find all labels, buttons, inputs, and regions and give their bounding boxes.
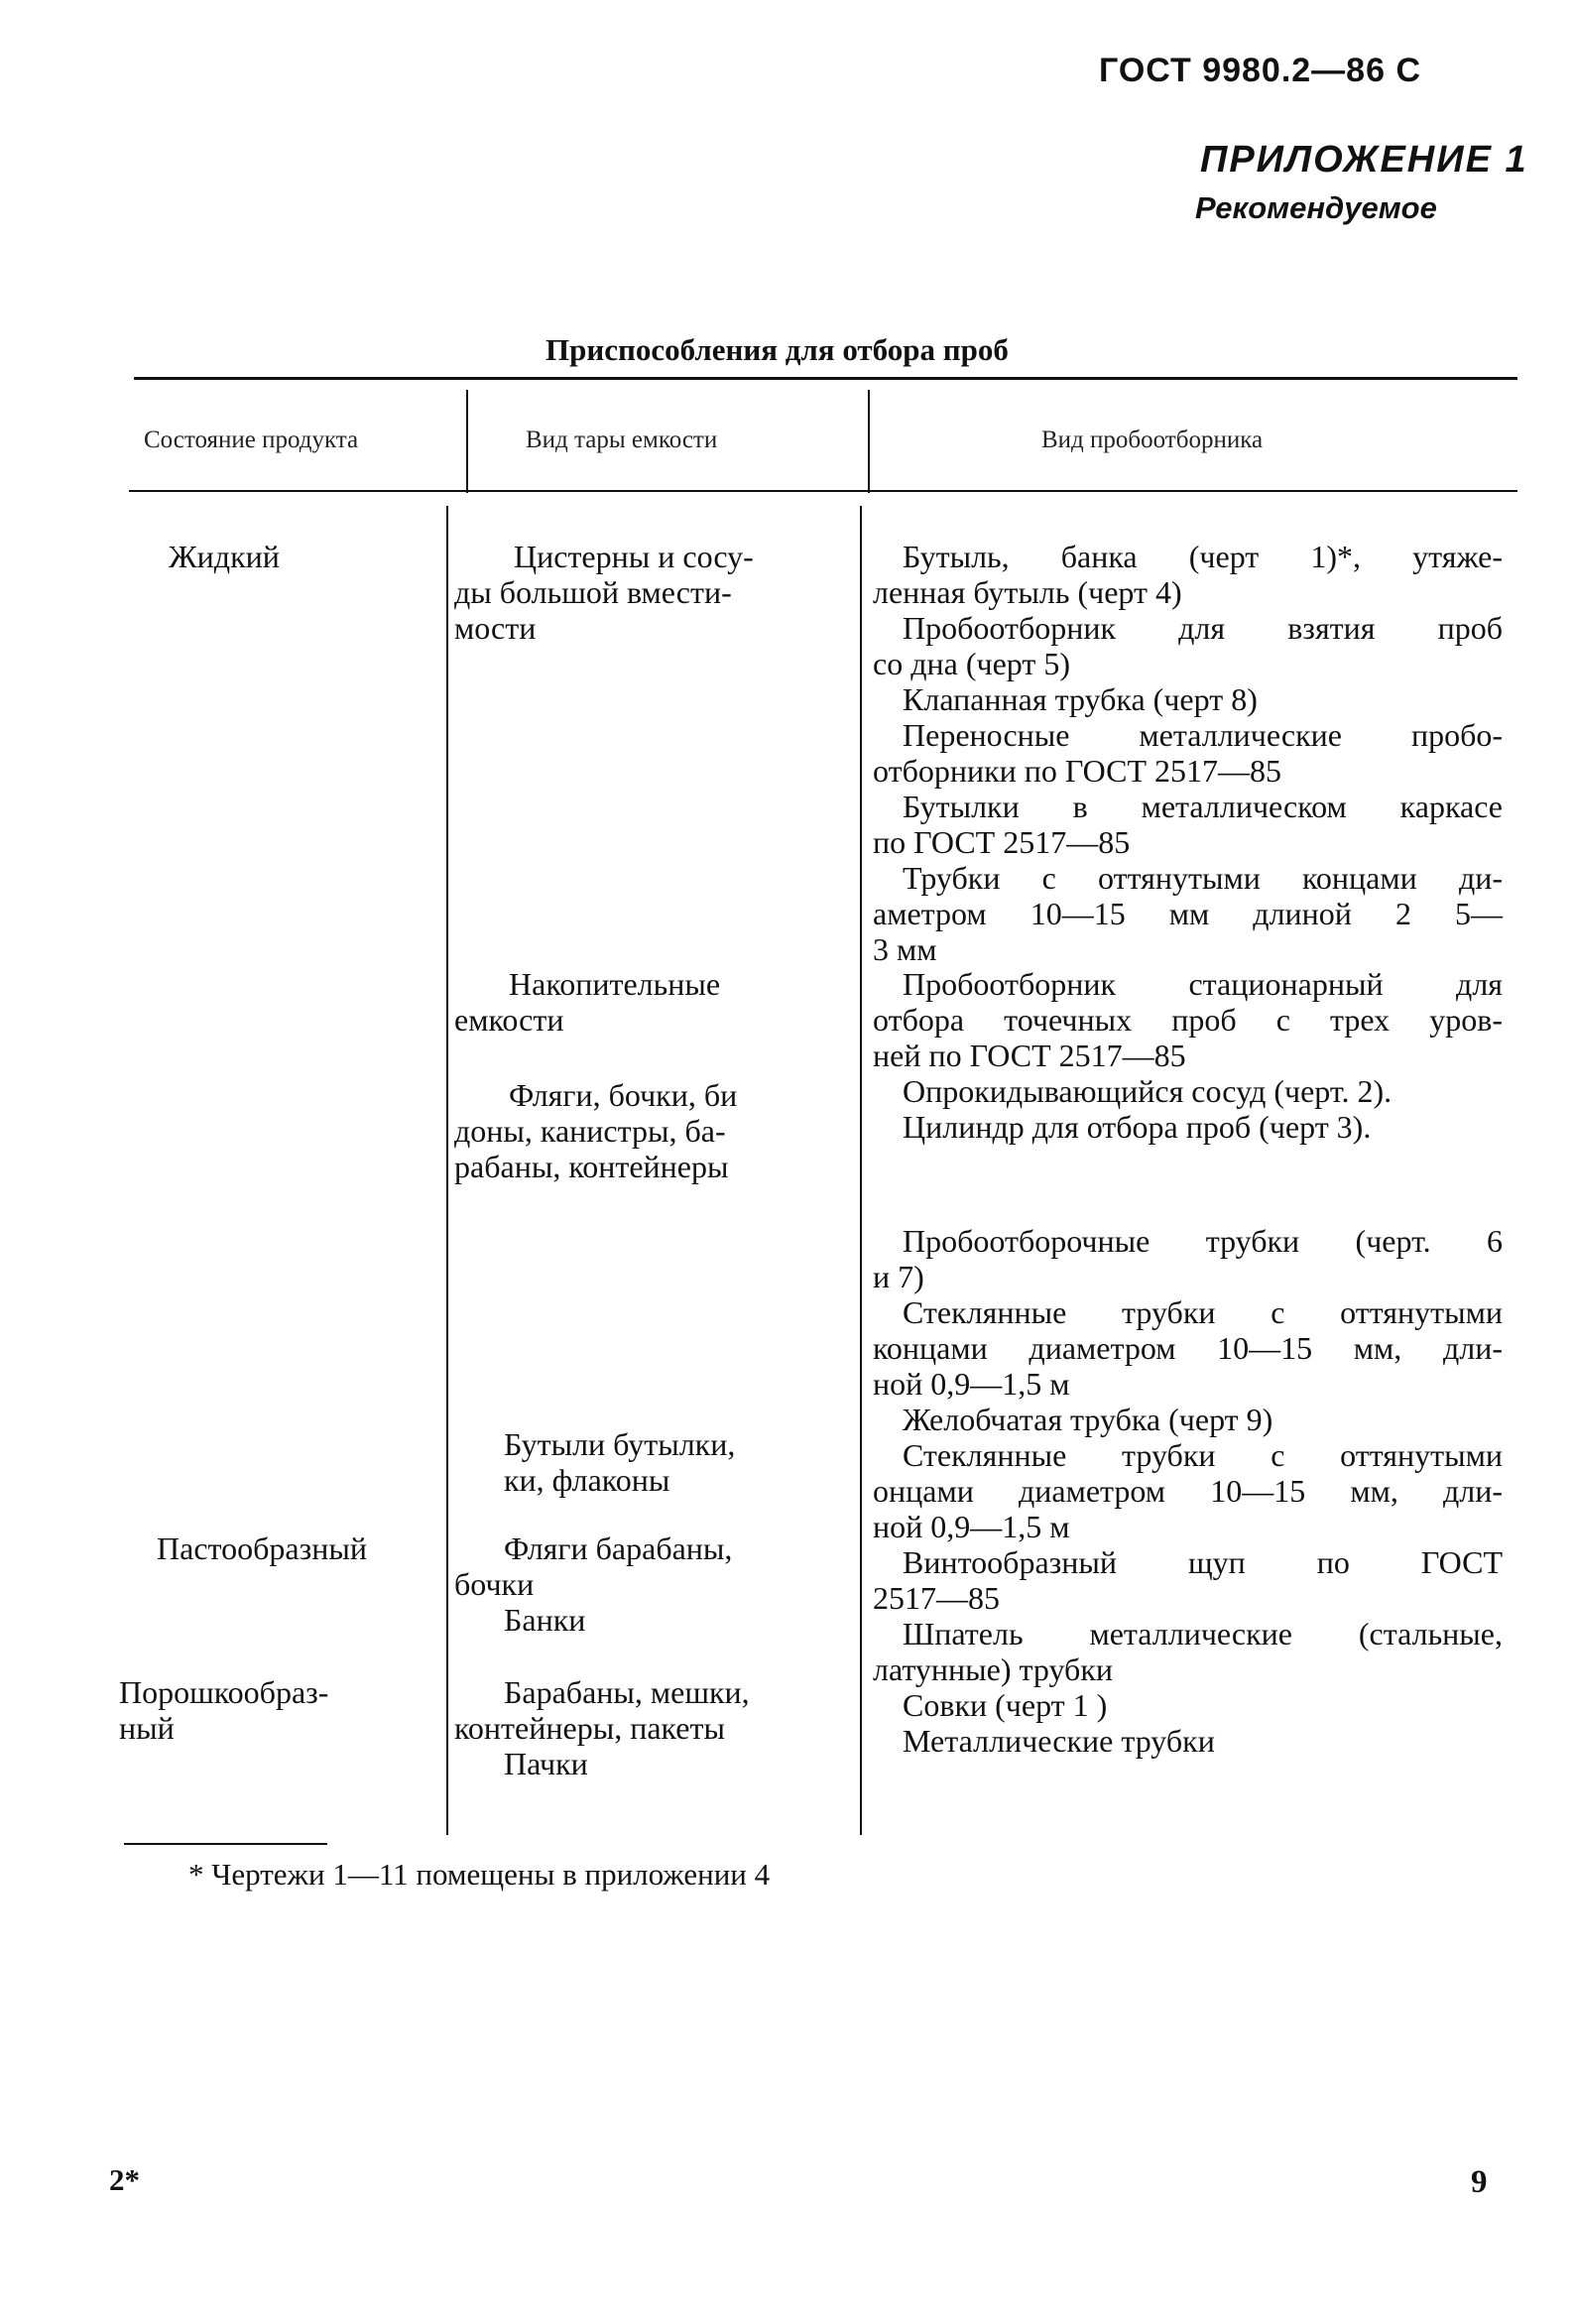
- column-header-state: Состояние продукта: [144, 427, 359, 453]
- standard-number: ГОСТ 9980.2—86 С: [1099, 52, 1422, 89]
- footnote: * Чертежи 1—11 помещены в приложении 4: [188, 1857, 771, 1892]
- column-header-container: Вид тары емкости: [526, 427, 718, 453]
- state-paste: Пастообразный: [157, 1530, 367, 1566]
- state-liquid: Жидкий: [169, 539, 280, 574]
- table-title: Приспособления для отбора проб: [545, 332, 1009, 367]
- column-header-sampler: Вид пробоотборника: [1041, 427, 1264, 453]
- appendix-subtitle: Рекомендуемое: [1195, 190, 1437, 225]
- footnote-rule: [124, 1843, 327, 1845]
- body-divider-1: [446, 506, 448, 1835]
- table-header-rule: [129, 490, 1517, 492]
- table-top-rule: [134, 377, 1517, 380]
- header-divider-2: [868, 390, 870, 493]
- sampler-group-small-containers: Пробоотборочные трубки (черт. 6 и 7) Стеклянные трубки с оттянутыми концами диаметром 10—15 мм, дли- ной 0,9—1,5 м Желобчатая трубка (черт 9) Стеклянные трубки с оттянутыми онцами диаметром 10—15 мм, дли- ной 0,9—1,5 м Винтообразный щуп по ГОСТ 2517—85 Шпатель металлические (стальные, латунные) трубки Совки (черт 1 ) Металлические трубки: [873, 1223, 1503, 1759]
- container-paste: Фляги барабаны, бочки Банки: [454, 1530, 733, 1638]
- header-divider-1: [466, 390, 468, 493]
- page-number: 9: [1471, 2164, 1488, 2200]
- state-powder: Порошкообраз- ный: [119, 1674, 329, 1746]
- container-tanks: Цистерны и сосу- ды большой вмести- мости: [454, 539, 754, 646]
- sampler-group-liquid-storage: Пробоотборник стационарный для отбора точечных проб с трех уров- ней по ГОСТ 2517—85 Опрокидывающийся сосуд (черт. 2). Цилиндр для отбора проб (черт 3).: [873, 966, 1503, 1145]
- appendix-title: ПРИЛОЖЕНИЕ 1: [1200, 139, 1528, 181]
- body-divider-2: [860, 506, 862, 1835]
- sampler-group-liquid-tanks: Бутыль, банка (черт 1)*, утяже- ленная бутыль (черт 4) Пробоотборник для взятия проб со дна (черт 5) Клапанная трубка (черт 8) Переносные металлические пробо- отборники по ГОСТ 2517—85 Бутылки в металлическом каркасе по ГОСТ 2517—85 Трубки с оттянутыми концами ди- аметром 10—15 мм длиной 2 5— 3 мм: [873, 539, 1503, 967]
- page-signature: 2*: [109, 2162, 140, 2197]
- container-flasks: Фляги, бочки, би доны, канистры, ба- рабаны, контейнеры: [454, 1077, 738, 1184]
- container-powder: Барабаны, мешки, контейнеры, пакеты Пачки: [454, 1674, 750, 1781]
- container-storage: Накопительные емкости: [454, 966, 721, 1038]
- container-bottles: Бутыли бутылки, ки, флаконы: [504, 1426, 736, 1498]
